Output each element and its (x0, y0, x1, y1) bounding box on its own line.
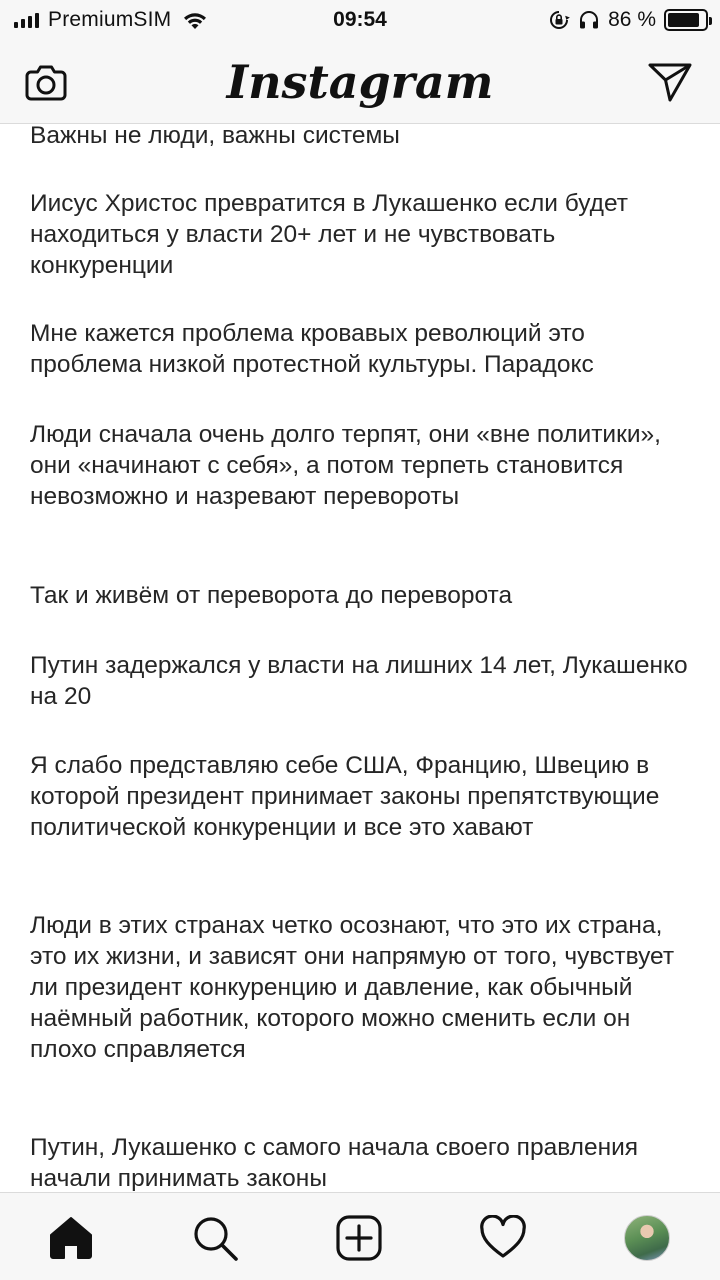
tab-home[interactable] (46, 1213, 96, 1263)
post-caption (0, 124, 720, 1192)
direct-send-icon (647, 59, 693, 105)
caption-paragraph: Путин, Лукашенко с самого начала своего правления начали принимать законы (30, 1134, 639, 1192)
caption-paragraph: Путин задержался у власти на лишних 14 лет, Лукашенко на 20 (30, 652, 688, 710)
battery-level-fill (668, 13, 699, 27)
status-right (548, 6, 708, 34)
direct-messages-button[interactable] (644, 56, 696, 108)
tab-new-post[interactable] (334, 1213, 384, 1263)
orientation-lock-icon (548, 9, 570, 31)
search-icon (191, 1214, 239, 1262)
caption-paragraph: Люди в этих странах четко осознают, что это их страна, это их жизни, и зависят они напрямую от того, чувствует ли президент конкуренцию и давление, как обычный наёмный работник, которого можно сменить если он плохо справляется (30, 912, 675, 1063)
caption-paragraph: Так и живём от переворота до переворота (30, 582, 513, 609)
battery-icon (664, 9, 708, 31)
headphones-icon (578, 9, 600, 31)
new-post-icon (335, 1214, 383, 1262)
caption-paragraph: Люди сначала очень долго терпят, они «вне политики», они «начинают с себя», а потом терпеть становится невозможно и назревают перевороты (30, 421, 661, 510)
profile-avatar (624, 1215, 670, 1261)
activity-heart-icon (479, 1215, 527, 1261)
carrier-name: PremiumSIM (48, 8, 172, 31)
caption-paragraph: Мне кажется проблема кровавых революций это проблема низкой протестной культуры. Парадокс (30, 320, 594, 378)
instagram-logo[interactable]: Instagram (226, 55, 494, 109)
tab-search[interactable] (190, 1213, 240, 1263)
bottom-tab-bar (0, 1192, 720, 1280)
tab-profile[interactable] (622, 1213, 672, 1263)
caption-paragraph: Важны не люди, важны системы (30, 124, 400, 149)
tab-activity[interactable] (478, 1213, 528, 1263)
caption-paragraph: Иисус Христос превратится в Лукашенко если будет находиться у власти 20+ лет и не чувствовать конкуренции (30, 190, 629, 279)
status-bar (0, 0, 720, 40)
top-nav-bar (0, 40, 720, 124)
home-icon (48, 1215, 94, 1261)
caption-paragraph: Я слабо представляю себе США, Францию, Швецию в которой президент принимает законы препятствующие политической конкуренции и все это хавают (30, 752, 660, 841)
battery-percentage: 86 % (608, 8, 656, 31)
status-time: 09:54 (333, 8, 387, 31)
